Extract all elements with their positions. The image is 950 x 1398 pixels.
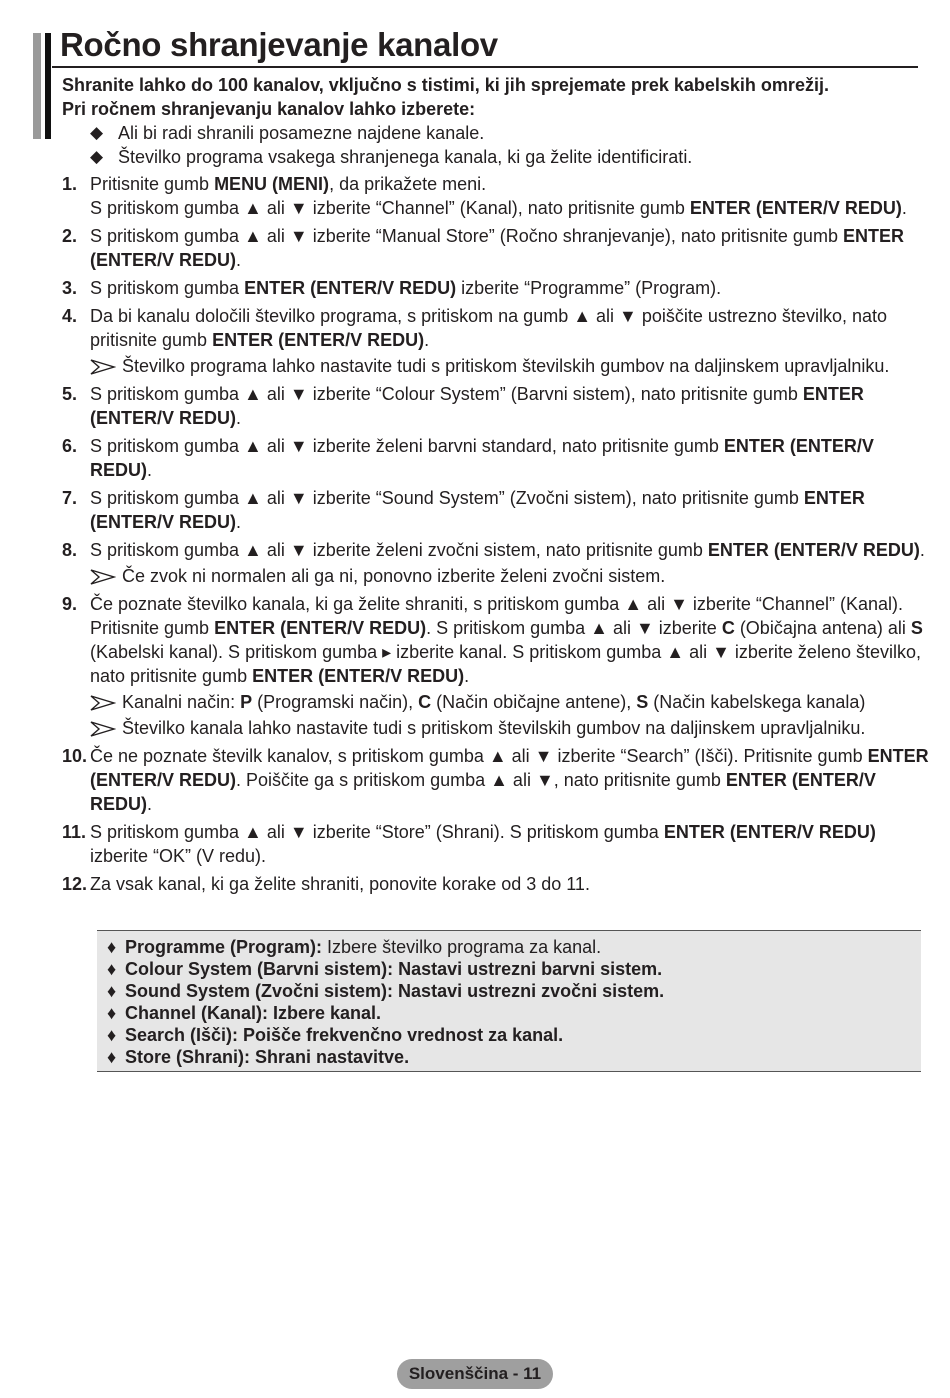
- summary-box: [97, 930, 921, 1072]
- step-text: S pritiskom gumba ▲ ali ▼ izberite želeni barvni standard, nato pritisnite gumb ENTER (ENTER/V REDU).: [90, 436, 874, 480]
- note-text: Kanalni način: P (Programski način), C (Način običajne antene), S (Način kabelskega kanala): [122, 692, 866, 712]
- step-1: [62, 172, 932, 220]
- step-text: Za vsak kanal, ki ga želite shraniti, ponovite korake od 3 do 11.: [90, 874, 590, 894]
- step-text: S pritiskom gumba ▲ ali ▼ izberite “Sound System” (Zvočni sistem), nato pritisnite gumb ENTER (ENTER/V REDU).: [90, 488, 865, 532]
- step-text: S pritiskom gumba ▲ ali ▼ izberite “Colour System” (Barvni sistem), nato pritisnite gumb ENTER (ENTER/V REDU).: [90, 384, 864, 428]
- note-text: Številko programa lahko nastavite tudi s pritiskom številskih gumbov na daljinskem upravljalniku.: [122, 356, 890, 376]
- step-4: [62, 304, 932, 378]
- page-footer-label: Slovenščina - 11: [397, 1359, 553, 1389]
- intro-line-1: Shranite lahko do 100 kanalov, vključno s tistimi, ki jih sprejemate prek kabelskih omrežij.: [62, 75, 829, 95]
- step-text: Da bi kanalu določili številko programa, s pritiskom na gumb ▲ ali ▼ poiščite ustrezno številko, nato pritisnite gumb ENTER (ENTER/V REDU).: [90, 306, 887, 350]
- intro-bullet: [62, 145, 932, 169]
- note-arrow-icon: [90, 564, 116, 588]
- page-title: Ročno shranjevanje kanalov: [60, 26, 498, 63]
- step-text: S pritiskom gumba ▲ ali ▼ izberite “Manual Store” (Ročno shranjevanje), nato pritisnite gumb ENTER (ENTER/V REDU).: [90, 226, 904, 270]
- summary-item: ♦ Channel (Kanal): Izbere kanal.: [107, 1003, 382, 1023]
- note: [90, 354, 932, 378]
- intro-line-2: Pri ročnem shranjevanju kanalov lahko izberete:: [62, 99, 476, 119]
- diamond-bullet-icon: ♦: [107, 959, 117, 979]
- step-number: 10.: [62, 746, 88, 766]
- step-7: [62, 486, 932, 534]
- step-3: [62, 276, 932, 300]
- summary-list: [107, 936, 664, 1068]
- note-text: Številko kanala lahko nastavite tudi s pritiskom številskih gumbov na daljinskem upravljalniku.: [122, 718, 866, 738]
- summary-item: ♦ Colour System (Barvni sistem): Nastavi ustrezni barvni sistem.: [107, 959, 663, 979]
- diamond-bullet-icon: ♦: [107, 981, 117, 1001]
- step-9: [62, 592, 932, 740]
- note-arrow-icon: [90, 354, 116, 378]
- step-number: 4.: [62, 306, 78, 326]
- title-accent-bar-grey: [33, 33, 41, 139]
- step-text: S pritiskom gumba ENTER (ENTER/V REDU) izberite “Programme” (Program).: [90, 278, 722, 298]
- step-2: [62, 224, 932, 272]
- diamond-bullet-icon: ♦: [107, 1047, 117, 1067]
- diamond-bullet-icon: ◆: [90, 123, 104, 142]
- step-6: [62, 434, 932, 482]
- intro-bullet-text: Ali bi radi shranili posamezne najdene kanale.: [118, 123, 485, 143]
- step-5: [62, 382, 932, 430]
- note-arrow-icon: [90, 690, 116, 714]
- summary-item: ♦ Store (Shrani): Shrani nastavitve.: [107, 1047, 410, 1067]
- step-number: 3.: [62, 278, 78, 298]
- step-number: 5.: [62, 384, 78, 404]
- step-number: 11.: [62, 822, 87, 842]
- note: [90, 690, 932, 714]
- step-text: S pritiskom gumba ▲ ali ▼ izberite želeni zvočni sistem, nato pritisnite gumb ENTER (ENTER/V REDU).: [90, 540, 925, 560]
- step-text: S pritiskom gumba ▲ ali ▼ izberite “Channel” (Kanal), nato pritisnite gumb ENTER (ENTER/V REDU).: [90, 198, 907, 218]
- note-text: Če zvok ni normalen ali ga ni, ponovno izberite želeni zvočni sistem.: [122, 566, 666, 586]
- summary-item: ♦ Sound System (Zvočni sistem): Nastavi ustrezni zvočni sistem.: [107, 981, 665, 1001]
- note: [90, 564, 932, 588]
- summary-item: ♦ Search (Išči): Poišče frekvenčno vrednost za kanal.: [107, 1025, 564, 1045]
- diamond-bullet-icon: ♦: [107, 1025, 117, 1045]
- step-text: Pritisnite gumb MENU (MENI), da prikažete meni.: [90, 174, 487, 194]
- step-number: 1.: [62, 174, 78, 194]
- title-rule: [52, 66, 918, 68]
- step-text: Če poznate številko kanala, ki ga želite shraniti, s pritiskom gumba ▲ ali ▼ izberite “Channel” (Kanal). Pritisnite gumb ENTER (ENTER/V REDU). S pritiskom gumba ▲ ali ▼ izberite C (Običajna antena) ali S (Kabelski kanal). S pritiskom gumba ▸ izberite kanal. S pritiskom gumba ▲ ali ▼ izberite želeno številko, nato pritisnite gumb ENTER (ENTER/V REDU).: [90, 594, 923, 686]
- steps-list: [62, 172, 932, 900]
- step-8: [62, 538, 932, 588]
- diamond-bullet-icon: ◆: [90, 147, 104, 166]
- intro-bullet-text: Številko programa vsakega shranjenega kanala, ki ga želite identificirati.: [118, 147, 693, 167]
- diamond-bullet-icon: ♦: [107, 1003, 117, 1023]
- intro-section: [62, 73, 932, 169]
- step-number: 8.: [62, 540, 78, 560]
- note: [90, 716, 932, 740]
- step-number: 12.: [62, 874, 88, 894]
- step-11: [62, 820, 932, 868]
- step-12: [62, 872, 932, 896]
- title-accent-bar-black: [45, 33, 51, 139]
- step-text: S pritiskom gumba ▲ ali ▼ izberite “Store” (Shrani). S pritiskom gumba ENTER (ENTER/V REDU) izberite “OK” (V redu).: [90, 822, 876, 866]
- diamond-bullet-icon: ♦: [107, 937, 117, 957]
- step-number: 6.: [62, 436, 78, 456]
- step-number: 9.: [62, 594, 78, 614]
- summary-item: ♦ Programme (Program): Izbere številko programa za kanal.: [107, 937, 602, 957]
- step-number: 7.: [62, 488, 78, 508]
- step-10: [62, 744, 932, 816]
- intro-bullet: [62, 121, 932, 145]
- step-number: 2.: [62, 226, 78, 246]
- step-text: Če ne poznate številk kanalov, s pritiskom gumba ▲ ali ▼ izberite “Search” (Išči). Pritisnite gumb ENTER (ENTER/V REDU). Poiščite ga s pritiskom gumba ▲ ali ▼, nato pritisnite gumb ENTER (ENTER/V REDU).: [90, 746, 929, 814]
- note-arrow-icon: [90, 716, 116, 740]
